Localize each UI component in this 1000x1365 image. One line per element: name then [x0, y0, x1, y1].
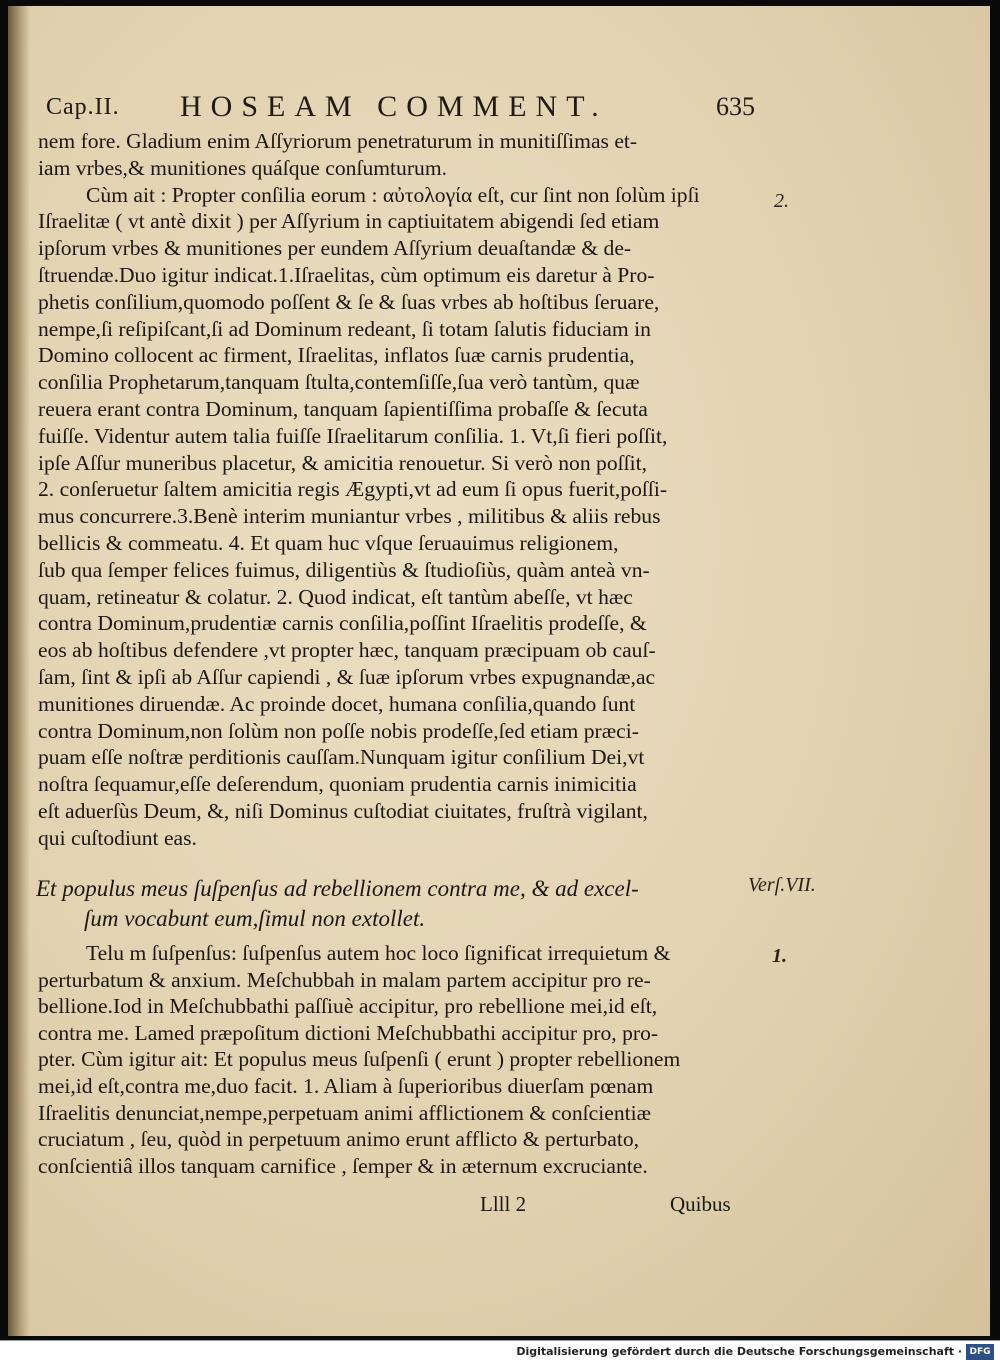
text-line: munitiones diruendæ. Ac proinde docet, humana conſilia,quando ſunt — [38, 691, 636, 716]
commentary-body-continued — [38, 940, 756, 1179]
dfg-logo-icon: DFG — [966, 1344, 994, 1360]
text-line: ſam, ſint & ipſi ab Aſſur capiendi , & ſuæ ipſorum vrbes expugnandæ,ac — [38, 664, 656, 689]
text-line: ſtruendæ.Duo igitur indicat.1.Iſraelitas, cùm optimum eis daretur à Pro- — [38, 262, 655, 287]
footer-credit: Digitalisierung gefördert durch die Deutsche Forschungsgemeinschaft · — [516, 1345, 962, 1358]
text-line: iam vrbes,& munitiones quáſque conſumturum. — [38, 155, 448, 180]
text-line: nem fore. Gladium enim Aſſyriorum penetraturum in munitiſſimas et- — [38, 129, 638, 153]
text-line: puam eſſe noſtræ perditionis cauſſam.Nunquam igitur conſilium Dei,vt — [38, 745, 645, 770]
verse-line: ſum vocabunt eum,ſimul non extollet. — [84, 906, 426, 931]
text-line: bellione.Iod in Meſchubbathi paſſiuè accipitur, pro rebellione mei,id eſt, — [38, 994, 658, 1019]
text-line: qui cuſtodiunt eas. — [38, 825, 197, 850]
running-title: HOSEAM COMMENT. — [180, 90, 608, 123]
margin-note-verse: Verſ.VII. — [748, 874, 816, 896]
signature-mark: Llll 2 — [480, 1192, 527, 1216]
text-line: phetis conſilium,quomodo poſſent & ſe & ſuas vrbes ab hoſtibus ſeruare, — [38, 289, 660, 314]
text-line: mei,id eſt,contra me,duo facit. 1. Aliam à ſuperioribus diuerſam pœnam — [38, 1073, 654, 1098]
text-line: eſt aduerſùs Deum, &, niſi Dominus cuſtodiat ciuitates, fruſtrà vigilant, — [38, 798, 648, 823]
text-line: noſtra ſequamur,eſſe deſerendum, quoniam prudentia carnis inimicitia — [38, 772, 637, 797]
text-line: ipſorum vrbes & munitiones per eundem Aſſyrium deuaſtandæ & de- — [38, 236, 632, 261]
chapter-label: Cap.II. — [46, 94, 120, 120]
text-line: quam, retineatur & colatur. 2. Quod indicat, eſt tantùm abeſſe, vt hæc — [38, 584, 633, 609]
text-line: conſilia Prophetarum,tanquam ſtulta,contemſiſſe,ſua verò tantùm, quæ — [38, 370, 640, 395]
text-line: cruciatum , ſeu, quòd in perpetuum animo erunt afflicto & perturbato, — [38, 1127, 640, 1152]
margin-note-1: 1. — [772, 945, 787, 967]
text-line: nempe,ſi reſipiſcant,ſi ad Dominum redeant, ſi totam ſalutis fiduciam in — [38, 316, 651, 341]
text-line: 2. conſeruetur ſaltem amicitia regis Ægypti,vt ad eum ſi opus fuerit,poſſi- — [38, 477, 668, 502]
text-line: contra Dominum,prudentiæ carnis conſilia,poſſint Iſraelitis prodeſſe, & — [38, 611, 647, 636]
page-number: 635 — [716, 92, 755, 121]
paragraph-1 — [38, 128, 756, 182]
text-line: bellicis & commeatu. 4. Et quam huc vſque ſeruauimus religionem, — [38, 530, 619, 555]
text-line: perturbatum & anxium. Meſchubbah in malam partem accipitur pro re- — [38, 967, 651, 992]
text-line: reuera erant contra Dominum, tanquam ſapientiſſima probaſſe & ſecuta — [38, 396, 648, 421]
text-line: eos ab hoſtibus defendere ,vt propter hæc, tanquam præcipuam ob cauſ- — [38, 638, 656, 663]
text-line: ſub qua ſemper felices fuimus, diligentiùs & ſtudioſiùs, quàm anteà vn- — [38, 557, 650, 582]
verse-line: Et populus meus ſuſpenſus ad rebellionem contra me, & ad excel- — [36, 876, 639, 901]
digitization-footer — [0, 1340, 1000, 1365]
text-line: ipſe Aſſur muneribus placetur, & amicitia renouetur. Si verò non poſſit, — [38, 450, 648, 475]
scripture-verse — [36, 874, 756, 934]
margin-note-2: 2. — [774, 190, 789, 212]
text-line: Telu m ſuſpenſus: ſuſpenſus autem hoc loco ſignificat irrequietum & — [86, 941, 671, 965]
text-line: Iſraelitæ ( vt antè dixit ) per Aſſyrium in captiuitatem abigendi ſed etiam — [38, 209, 660, 234]
text-line: Cùm ait : Propter conſilia eorum : αὐτολογία eſt, cur ſint non ſolùm ipſi — [86, 182, 700, 207]
text-line: pter. Cùm igitur ait: Et populus meus ſuſpenſi ( erunt ) propter rebellionem — [38, 1047, 681, 1072]
paragraph-2 — [38, 182, 756, 852]
catchword: Quibus — [670, 1192, 731, 1216]
page-spine-shadow — [8, 6, 30, 1336]
text-line: Domino collocent ac firment, Iſraelitas, inflatos ſuæ carnis prudentia, — [38, 343, 635, 368]
commentary-body — [38, 128, 756, 852]
text-line: contra Dominum,non ſolùm non poſſe nobis prodeſſe,ſed etiam præci- — [38, 718, 639, 743]
text-line: mus concurrere.3.Benè interim muniantur vrbes , militibus & aliis rebus — [38, 504, 661, 529]
text-line: contra me. Lamed præpoſitum dictioni Meſchubbathi accipitur pro, pro- — [38, 1020, 659, 1045]
text-line: conſcientiâ illos tanquam carnifice , ſemper & in æternum excruciante. — [38, 1153, 648, 1178]
text-line: fuiſſe. Videntur autem talia fuiſſe Iſraelitarum conſilia. 1. Vt,ſi fieri poſſit, — [38, 423, 668, 448]
text-line: Iſraelitis denunciat,nempe,perpetuam animi afflictionem & conſcientiæ — [38, 1100, 652, 1125]
